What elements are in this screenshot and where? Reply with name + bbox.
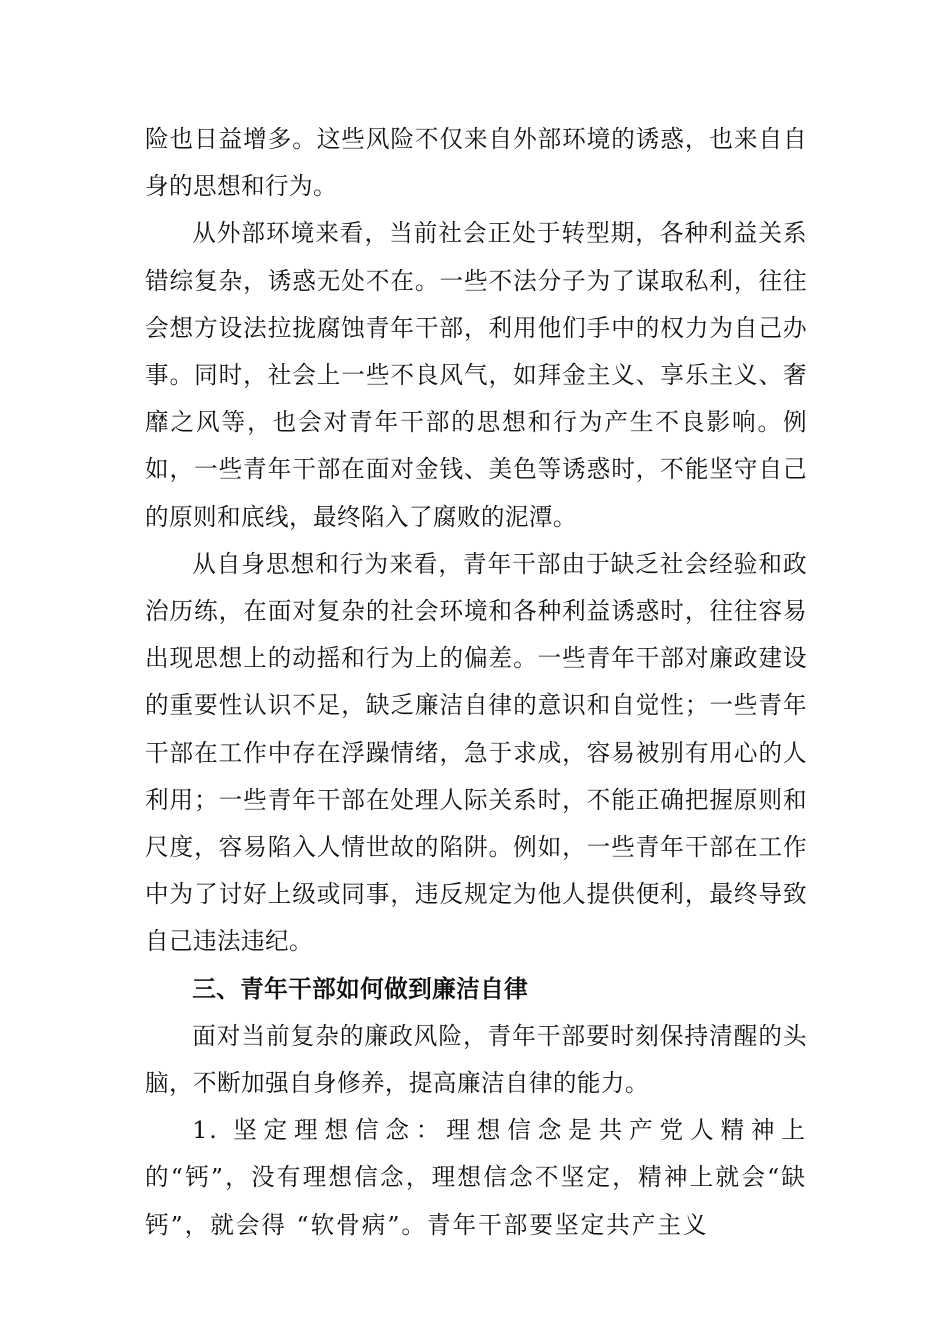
section-heading: 三、青年干部如何做到廉洁自律 [192, 974, 529, 1003]
document-body [145, 116, 807, 1249]
paragraph-continuation: 险也日益增多。这些风险不仅来自外部环境的诱惑，也来自自身的思想和行为。 [145, 125, 807, 201]
section-intro-paragraph: 面对当前复杂的廉政风险，青年干部要时刻保持清醒的头脑，不断加强自身修养，提高廉洁自律的能力。 [145, 1021, 807, 1098]
paragraph-external-environment: 从外部环境来看，当前社会正处于转型期，各种利益关系错综复杂，诱惑无处不在。一些不法分子为了谋取私利，往往会想方设法拉拢腐蚀青年干部，利用他们手中的权力为自己办事。同时，社会上一些不良风气，如拜金主义、享乐主义、奢靡之风等，也会对青年干部的思想和行为产生不良影响。例如，一些青年干部在面对金钱、美色等诱惑时，不能坚守自己的原则和底线，最终陷入了腐败的泥潭。 [145, 219, 807, 531]
paragraph-self-thinking: 从自身思想和行为来看，青年干部由于缺乏社会经验和政治历练，在面对复杂的社会环境和各种利益诱惑时，往往容易出现思想上的动摇和行为上的偏差。一些青年干部对廉政建设的重要性认识不足，缺乏廉洁自律的意识和自觉性；一些青年干部在工作中存在浮躁情绪，急于求成，容易被别有用心的人利用；一些青年干部在处理人际关系时，不能正确把握原则和尺度，容易陷入人情世故的陷阱。例如，一些青年干部在工作中为了讨好上级或同事，违反规定为他人提供便利，最终导致自己违法违纪。 [145, 549, 807, 956]
list-item-ideals: 1. 坚定理想信念：理想信念是共产党人精神上的“钙”，没有理想信念，理想信念不坚定，精神上就会“缺钙”，就会得 “软骨病”。青年干部要坚定共产主义 [145, 1116, 807, 1239]
